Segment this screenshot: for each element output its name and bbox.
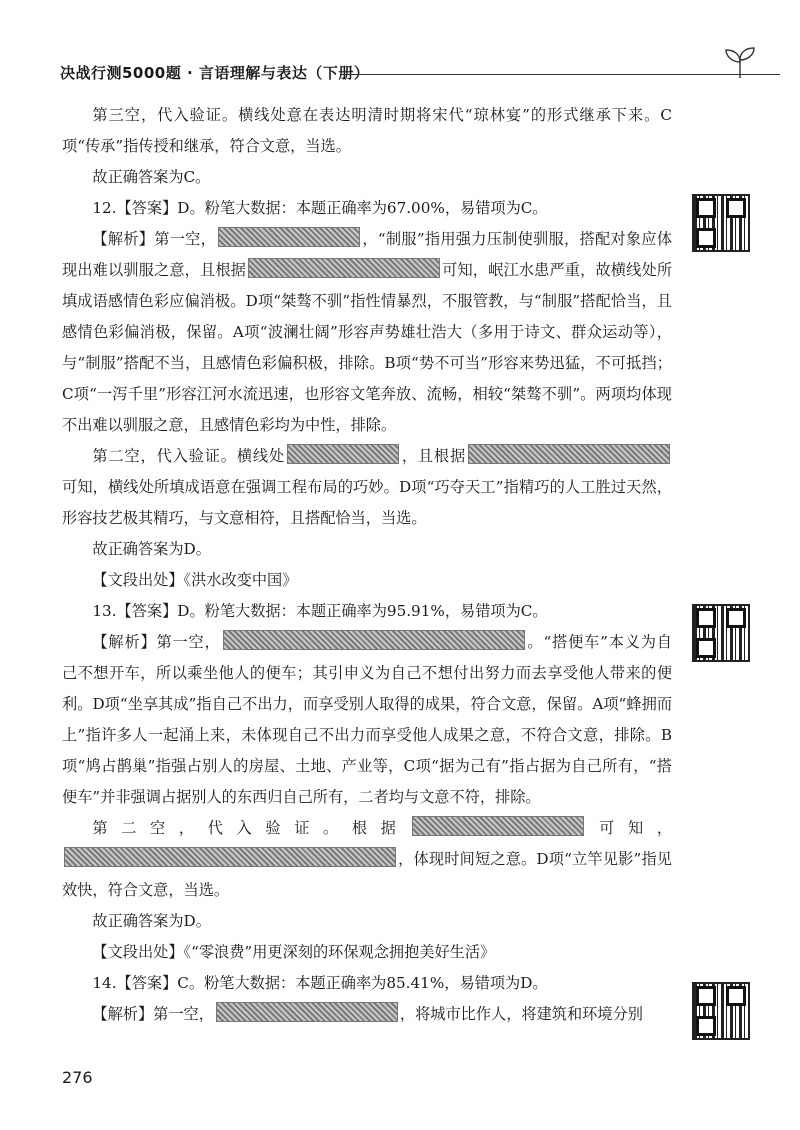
masked-text	[216, 1002, 398, 1022]
question-12-analysis-1	[62, 224, 672, 441]
paragraph: 第三空，代入验证。横线处意在表达明清时期将宋代“琼林宴”的形式继承下来。C项“传承”指传授和继承，符合文意，当选。	[62, 106, 672, 155]
masked-text	[248, 258, 440, 278]
qr-code-q12[interactable]	[694, 196, 748, 250]
analysis-text: ，“制服”指用强力压制使驯服，搭配对象应体现出难以驯服之意，且根据	[62, 230, 673, 279]
analysis-text: 可知，	[585, 819, 673, 837]
source-line: 【文段出处】《洪水改变中国》	[92, 571, 298, 589]
analysis-label: 【解析】第一空，	[92, 1005, 214, 1023]
question-13-analysis-2	[62, 813, 672, 906]
sprout-icon	[722, 46, 758, 80]
question-13-analysis-1	[62, 627, 672, 813]
question-13-header: 13.【答案】D。粉笔大数据：本题正确率为95.91%，易错项为C。	[92, 602, 548, 620]
book-title: 决战行测5000题 · 言语理解与表达（下册）	[60, 64, 370, 82]
answer-line: 故正确答案为D。	[92, 912, 211, 930]
paragraph: 故正确答案为C。	[92, 168, 211, 186]
header-rule	[340, 74, 780, 75]
analysis-text: 。“搭便车”本义为自己不想开车，所以乘坐他人的便车；其引申义为自己不想付出努力而去享受他人带来的便利。D项“坐享其成”指自己不出力，而享受别人取得的成果，符合文意，保留。A项“蜂拥而上”指许多人一起涌上来，未体现自己不出力而享受他人成果之意，不符合文意，排除。B项“鸠占鹊巢”指强占别人的房屋、土地、产业等，C项“据为己有”指占据为自己所有，“搭便车”并非强调占据别人的东西归自己所有，二者均与文意不符，排除。	[62, 633, 672, 806]
masked-text	[412, 816, 584, 836]
source-line: 【文段出处】《“零浪费”用更深刻的环保观念拥抱美好生活》	[92, 943, 496, 961]
analysis-text: ，体现时间短之意。D项“立竿见影”指见效快，符合文意，当选。	[62, 850, 672, 899]
main-content	[62, 100, 672, 1030]
question-12-analysis-2	[62, 441, 672, 534]
masked-text	[468, 444, 670, 464]
qr-code-q14[interactable]	[694, 984, 748, 1038]
answer-line: 故正确答案为D。	[92, 540, 211, 558]
question-12-header: 12.【答案】D。粉笔大数据：本题正确率为67.00%，易错项为C。	[92, 199, 548, 217]
analysis-label: 【解析】第一空，	[92, 230, 217, 248]
analysis-text: 第二空，代入验证。横线处	[92, 447, 285, 465]
analysis-text: 可知，横线处所填成语意在强调工程布局的巧妙。D项“巧夺天工”指精巧的人工胜过天然，形容技艺极其精巧，与文意相符，且搭配恰当，当选。	[62, 478, 672, 527]
page-number: 276	[62, 1068, 93, 1087]
analysis-text: 可知，岷江水患严重，故横线处所填成语感情色彩应偏消极。D项“桀骜不驯”指性情暴烈，不服管教，与“制服”搭配恰当，且感情色彩偏消极，保留。A项“波澜壮阔”形容声势雄壮浩大（多用于诗文、群众运动等），与“制服”搭配不当，且感情色彩偏积极，排除。B项“势不可当”形容来势迅猛，不可抵挡；C项“一泻千里”形容江河水流迅速，也形容文笔奔放、流畅，相较“桀骜不驯”。两项均体现不出难以驯服之意，且感情色彩均为中性，排除。	[62, 261, 673, 434]
qr-code-q13[interactable]	[694, 606, 748, 660]
masked-text	[223, 630, 525, 650]
masked-text	[218, 227, 360, 247]
masked-text	[287, 444, 399, 464]
question-14-analysis-1	[62, 999, 672, 1030]
analysis-text: ，将城市比作人，将建筑和环境分别	[399, 1005, 643, 1023]
analysis-text: 第二空，代入验证。根据	[92, 819, 410, 837]
analysis-label: 【解析】第一空，	[92, 633, 221, 651]
masked-text	[64, 847, 396, 867]
analysis-text: ，且根据	[400, 447, 466, 465]
question-14-header: 14.【答案】C。粉笔大数据：本题正确率为85.41%，易错项为D。	[92, 974, 548, 992]
page-header	[60, 62, 760, 88]
